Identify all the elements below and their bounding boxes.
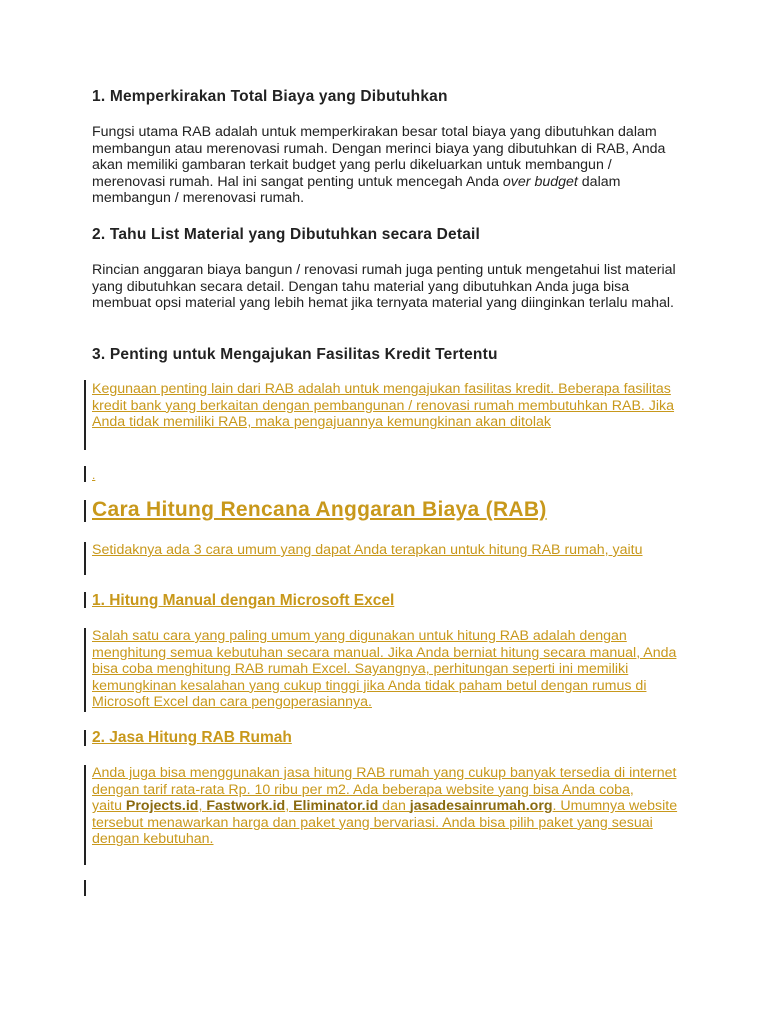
method2-yaitu: yaitu [92, 798, 126, 815]
section1-body [92, 124, 682, 207]
section1-body-end: dalam membangun / merenovasi rumah. [92, 173, 621, 207]
section2-body: Rincian anggaran biaya bangun / renovasi rumah juga penting untuk mengetahui list material yang dibutuhkan secara detail. Dengan tahu material yang dibutuhkan Anda juga bisa membuat opsi material yang lebih hemat jika ternyata material yang diinginkan terlalu mahal. [92, 262, 676, 312]
site-eliminator-link[interactable]: Eliminator.id [293, 798, 379, 815]
site-jasadesainrumah-link[interactable]: jasadesainrumah.org [409, 798, 553, 815]
edit-bar [84, 466, 86, 482]
section1-body-italic: over budget [502, 173, 578, 190]
dot-link[interactable]: . [92, 468, 96, 482]
cara-intro-link[interactable]: Setidaknya ada 3 cara umum yang dapat Anda terapkan untuk hitung RAB rumah, yaitu [92, 542, 643, 558]
edit-bar [84, 500, 86, 522]
section2-heading: 2. Tahu List Material yang Dibutuhkan secara Detail [92, 226, 481, 243]
edit-bar [84, 765, 86, 865]
method2-body-start: Anda juga bisa menggunakan jasa hitung RAB rumah yang cukup banyak tersedia di internet dengan tarif rata-rata Rp. 10 ribu per m2. Ada beberapa website yang bisa Anda coba, [92, 765, 677, 798]
separator: , [285, 798, 294, 815]
cara-heading-link[interactable]: Cara Hitung Rencana Anggaran Biaya (RAB) [92, 498, 547, 521]
section1-body-main: Fungsi utama RAB adalah untuk memperkirakan besar total biaya yang dibutuhkan dalam membangun atau merenovasi rumah. Dengan merinci biaya yang dibutuhkan di RAB, Anda akan memiliki gambaran terkait budget yang perlu dikeluarkan untuk membangun / merenovasi rumah. Hal ini sangat penting untuk mencegah Anda [92, 124, 666, 190]
method2-body-end: . Umumnya website tersebut menawarkan harga dan paket yang bervariasi. Anda bisa pilih paket yang sesuai dengan kebutuhan. [92, 798, 678, 848]
edit-bar [84, 592, 86, 608]
edit-bar [84, 730, 86, 746]
method1-body-link[interactable]: Salah satu cara yang paling umum yang digunakan untuk hitung RAB adalah dengan menghitung semua kebutuhan secara manual. Jika Anda berniat hitung secara manual, Anda bisa coba menghitung RAB rumah Excel. Sayangnya, perhitungan seperti ini memiliki kemungkinan kesalahan yang cukup tinggi jika Anda tidak paham betul dengan rumus di Microsoft Excel dan cara pengoperasiannya. [92, 628, 677, 711]
method2-heading-link[interactable]: 2. Jasa Hitung RAB Rumah [92, 729, 292, 746]
section3-heading: 3. Penting untuk Mengajukan Fasilitas Kredit Tertentu [92, 346, 498, 363]
site-projects-link[interactable]: Projects.id [125, 798, 199, 815]
edit-bar [84, 380, 86, 450]
section1-heading: 1. Memperkirakan Total Biaya yang Dibutuhkan [92, 88, 448, 105]
edit-bar [84, 880, 86, 896]
edit-bar [84, 542, 86, 575]
site-fastwork-link[interactable]: Fastwork.id [206, 798, 286, 815]
method2-body-link[interactable] [92, 765, 682, 848]
separator: , [198, 798, 207, 815]
section3-body-link[interactable]: Kegunaan penting lain dari RAB adalah untuk mengajukan fasilitas kredit. Beberapa fasilitas kredit bank yang berkaitan dengan pembangunan / renovasi rumah membutuhkan RAB. Jika Anda tidak memiliki RAB, maka pengajuannya kemungkinan akan ditolak [92, 381, 675, 431]
dan-text: dan [378, 798, 410, 815]
method1-heading-link[interactable]: 1. Hitung Manual dengan Microsoft Excel [92, 592, 395, 609]
edit-bar [84, 628, 86, 712]
